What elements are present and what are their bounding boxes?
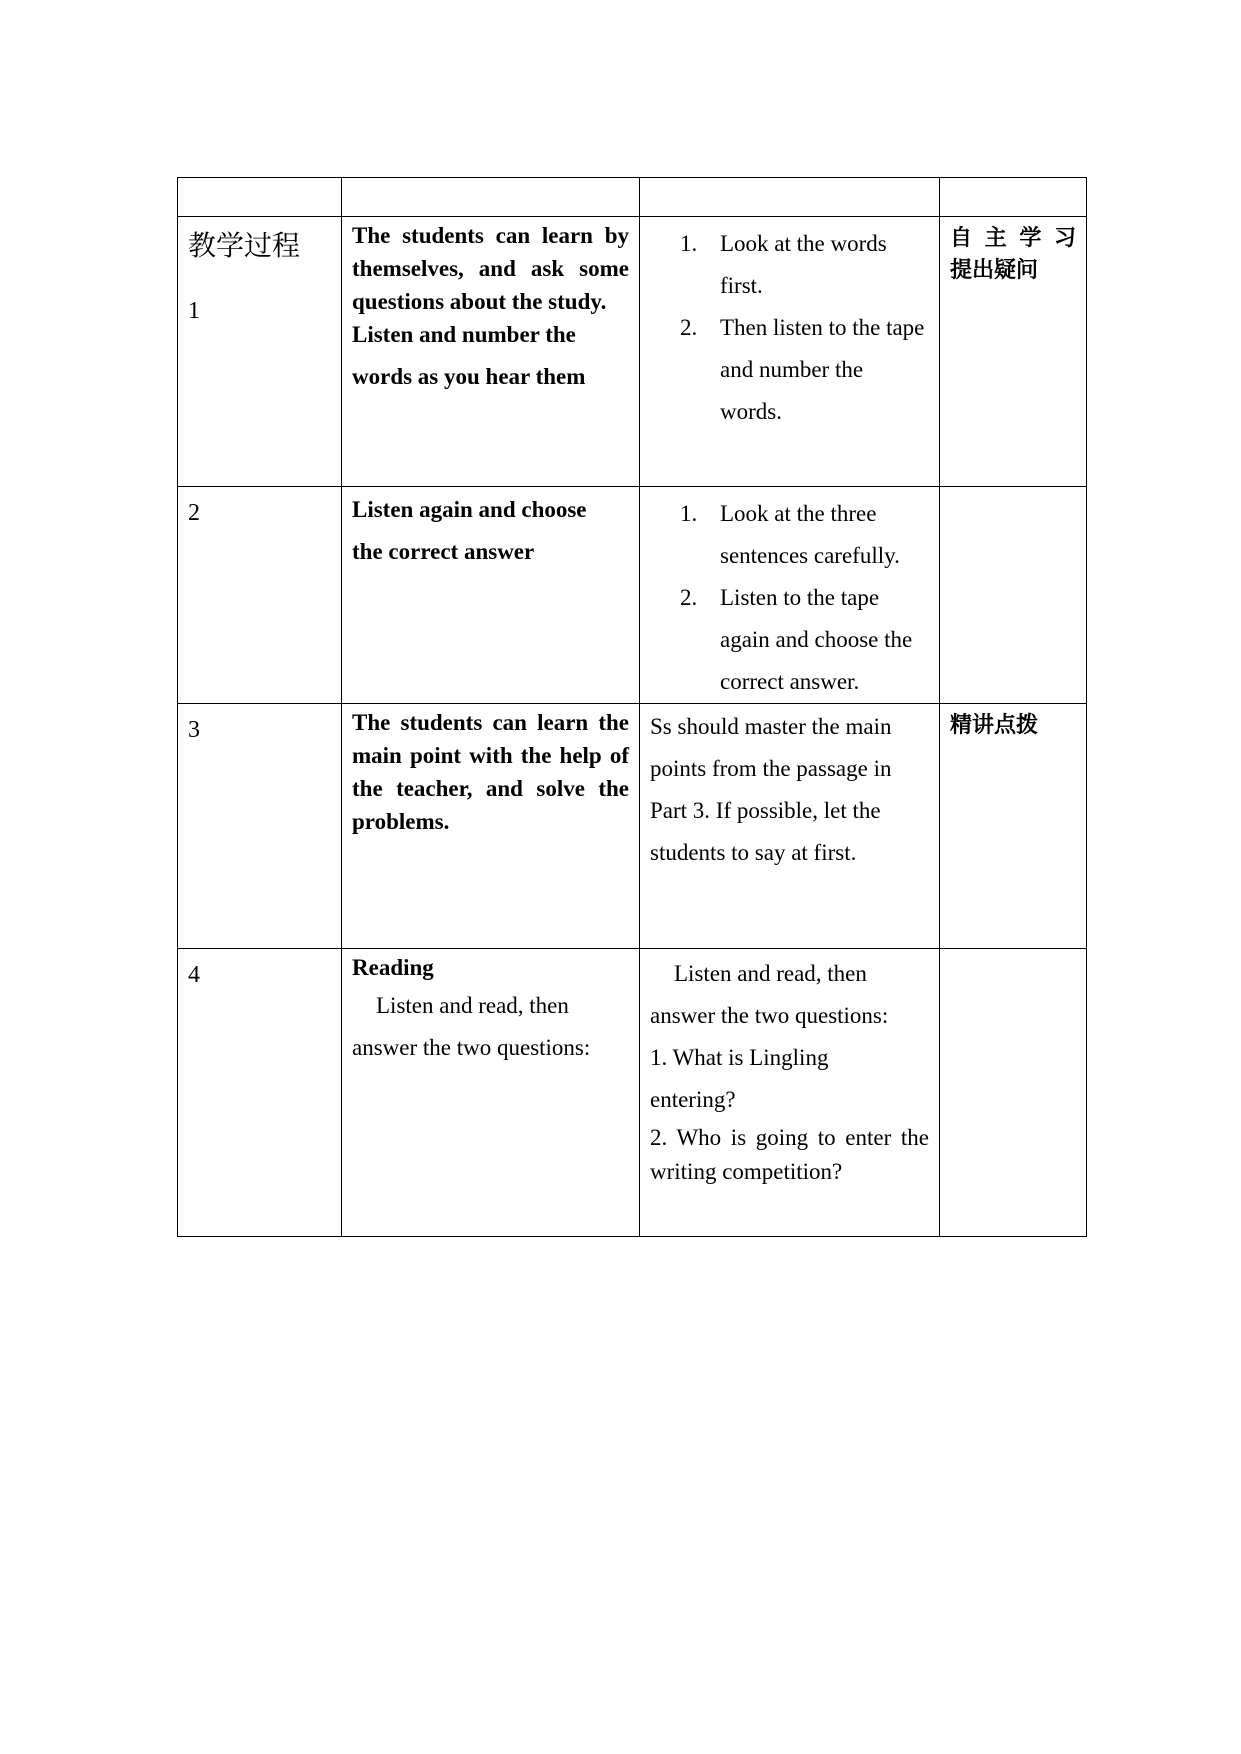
table-row [178, 487, 1087, 704]
note-cell [940, 487, 1087, 704]
activity-cell [640, 949, 940, 1237]
label-cell [178, 949, 342, 1237]
task-cell [342, 487, 640, 704]
note-text: 精讲点拨 [950, 713, 1039, 738]
table-cell [178, 178, 342, 217]
task-cell [342, 217, 640, 487]
task-cell [342, 949, 640, 1237]
steps-list [650, 223, 929, 433]
list-item: Listen to the tape again and choose the correct answer. [720, 585, 913, 694]
question-item: 1. What is Lingling entering? [650, 1045, 829, 1112]
table-cell [342, 178, 640, 217]
note-text: 自 主 学 习 [950, 226, 1076, 251]
table-row [178, 217, 1087, 487]
table-row [178, 949, 1087, 1237]
list-item: Then listen to the tape and number the words. [720, 315, 925, 424]
note-cell [940, 217, 1087, 487]
activity-cell [640, 704, 940, 949]
label-cell [178, 217, 342, 487]
row-number: 4 [188, 962, 200, 988]
question-item: 2. Who is going to enter the writing competition? [650, 1125, 929, 1184]
list-item: Look at the three sentences carefully. [720, 501, 900, 568]
task-text: Listen and read, then answer the two questions: [352, 993, 591, 1060]
row-number: 3 [188, 717, 200, 743]
steps-cell [640, 217, 940, 487]
activity-text: Ss should master the main points from the passage in Part 3. If possible, let the students to say at first. [650, 714, 892, 865]
section-label-zh: 教学过程 [188, 231, 301, 262]
table-cell [940, 178, 1087, 217]
label-cell [178, 704, 342, 949]
row-number: 2 [188, 500, 200, 526]
table-cell [640, 178, 940, 217]
lesson-plan-table [177, 177, 1087, 1237]
activity-intro: Listen and read, then answer the two questions: [650, 961, 889, 1028]
task-title: Reading [352, 955, 434, 980]
task-text: Listen again and choose the correct answer [352, 497, 587, 564]
table-row [178, 704, 1087, 949]
task-text: Listen and number the words as you hear them [352, 322, 586, 389]
steps-cell [640, 487, 940, 704]
note-text: 提出疑问 [950, 258, 1039, 283]
label-cell [178, 487, 342, 704]
list-item: Look at the words first. [720, 231, 887, 298]
task-cell [342, 704, 640, 949]
steps-list [650, 493, 929, 703]
note-cell [940, 704, 1087, 949]
task-text: The students can learn by themselves, and ask some questions about the study. [352, 223, 629, 314]
task-text: The students can learn the main point with the help of the teacher, and solve the problems. [352, 710, 629, 834]
row-number: 1 [188, 298, 200, 324]
note-cell [940, 949, 1087, 1237]
table-row-header [178, 178, 1087, 217]
